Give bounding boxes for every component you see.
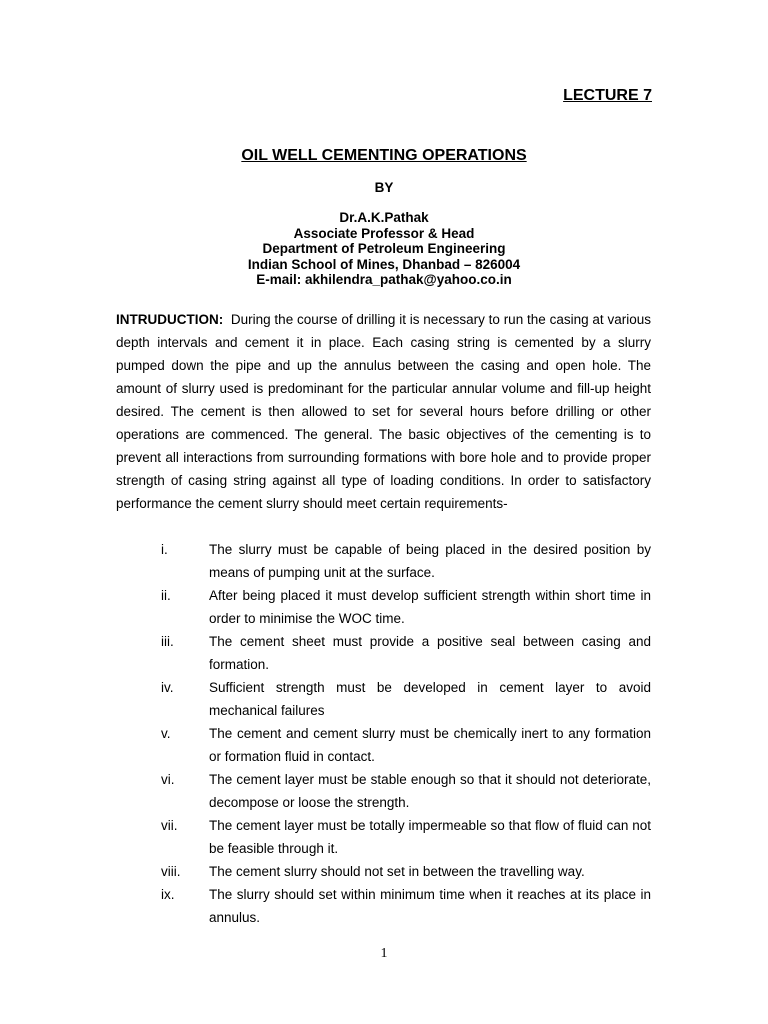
requirements-list xyxy=(116,538,651,929)
introduction-paragraph xyxy=(116,308,651,515)
author-institution: Indian School of Mines, Dhanbad – 826004 xyxy=(247,256,521,272)
list-item-text: The cement layer must be stable enough so that it should not deteriorate, decompose or loose the strength. xyxy=(209,772,651,810)
list-item-number: vi. xyxy=(161,772,175,787)
list-item-number: iii. xyxy=(161,634,174,649)
list-item-text: The cement layer must be totally impermeable so that flow of fluid can not be feasible through it. xyxy=(209,818,651,856)
list-item-number: vii. xyxy=(161,818,178,833)
author-position: Associate Professor & Head xyxy=(293,225,475,241)
author-department: Department of Petroleum Engineering xyxy=(262,241,506,256)
author-block xyxy=(0,210,768,288)
author-email: E-mail: akhilendra_pathak@yahoo.co.in xyxy=(256,272,512,287)
list-item xyxy=(116,814,651,860)
list-item-text: The cement sheet must provide a positive seal between casing and formation. xyxy=(209,634,651,672)
list-item-number: v. xyxy=(161,726,171,741)
list-item-number: viii. xyxy=(161,864,181,879)
list-item-text: Sufficient strength must be developed in cement layer to avoid mechanical failures xyxy=(209,680,651,718)
list-item xyxy=(116,676,651,722)
document-title: OIL WELL CEMENTING OPERATIONS xyxy=(241,147,527,164)
list-item-text: After being placed it must develop sufficient strength within short time in order to minimise the WOC time. xyxy=(209,588,651,626)
list-item xyxy=(116,768,651,814)
introduction-label: INTRUDUCTION: xyxy=(116,312,224,327)
list-item-text: The cement and cement slurry must be chemically inert to any formation or formation fluid in contact. xyxy=(209,726,651,764)
by-line: BY xyxy=(374,180,394,195)
lecture-heading: LECTURE 7 xyxy=(563,87,652,104)
list-item-text: The slurry must be capable of being placed in the desired position by means of pumping unit at the surface. xyxy=(209,542,651,580)
introduction-text: During the course of drilling it is necessary to run the casing at various depth intervals and cement it in place. Each casing string is cemented by a slurry pumped down the pipe and up the annulus between the casing and open hole. The amount of slurry used is predominant for the particular annular volume and fill-up height desired. The cement is then allowed to set for several hours before drilling or other operations are commenced. The general. The basic objectives of the cementing is to prevent all interactions from surrounding formations with bore hole and to provide proper strength of casing string against all type of loading conditions. In order to satisfactory performance the cement slurry should meet certain requirements- xyxy=(116,312,651,511)
list-item-number: iv. xyxy=(161,680,174,695)
list-item xyxy=(116,722,651,768)
list-item xyxy=(116,584,651,630)
list-item xyxy=(116,860,651,883)
list-item-text: The cement slurry should not set in between the travelling way. xyxy=(209,864,585,879)
list-item-number: ii. xyxy=(161,588,171,603)
list-item xyxy=(116,538,651,584)
page-number: 1 xyxy=(380,946,388,961)
list-item-text: The slurry should set within minimum time when it reaches at its place in annulus. xyxy=(209,887,651,925)
list-item-number: ix. xyxy=(161,887,175,902)
author-name: Dr.A.K.Pathak xyxy=(339,210,429,225)
list-item xyxy=(116,883,651,929)
list-item-number: i. xyxy=(161,542,168,557)
list-item xyxy=(116,630,651,676)
